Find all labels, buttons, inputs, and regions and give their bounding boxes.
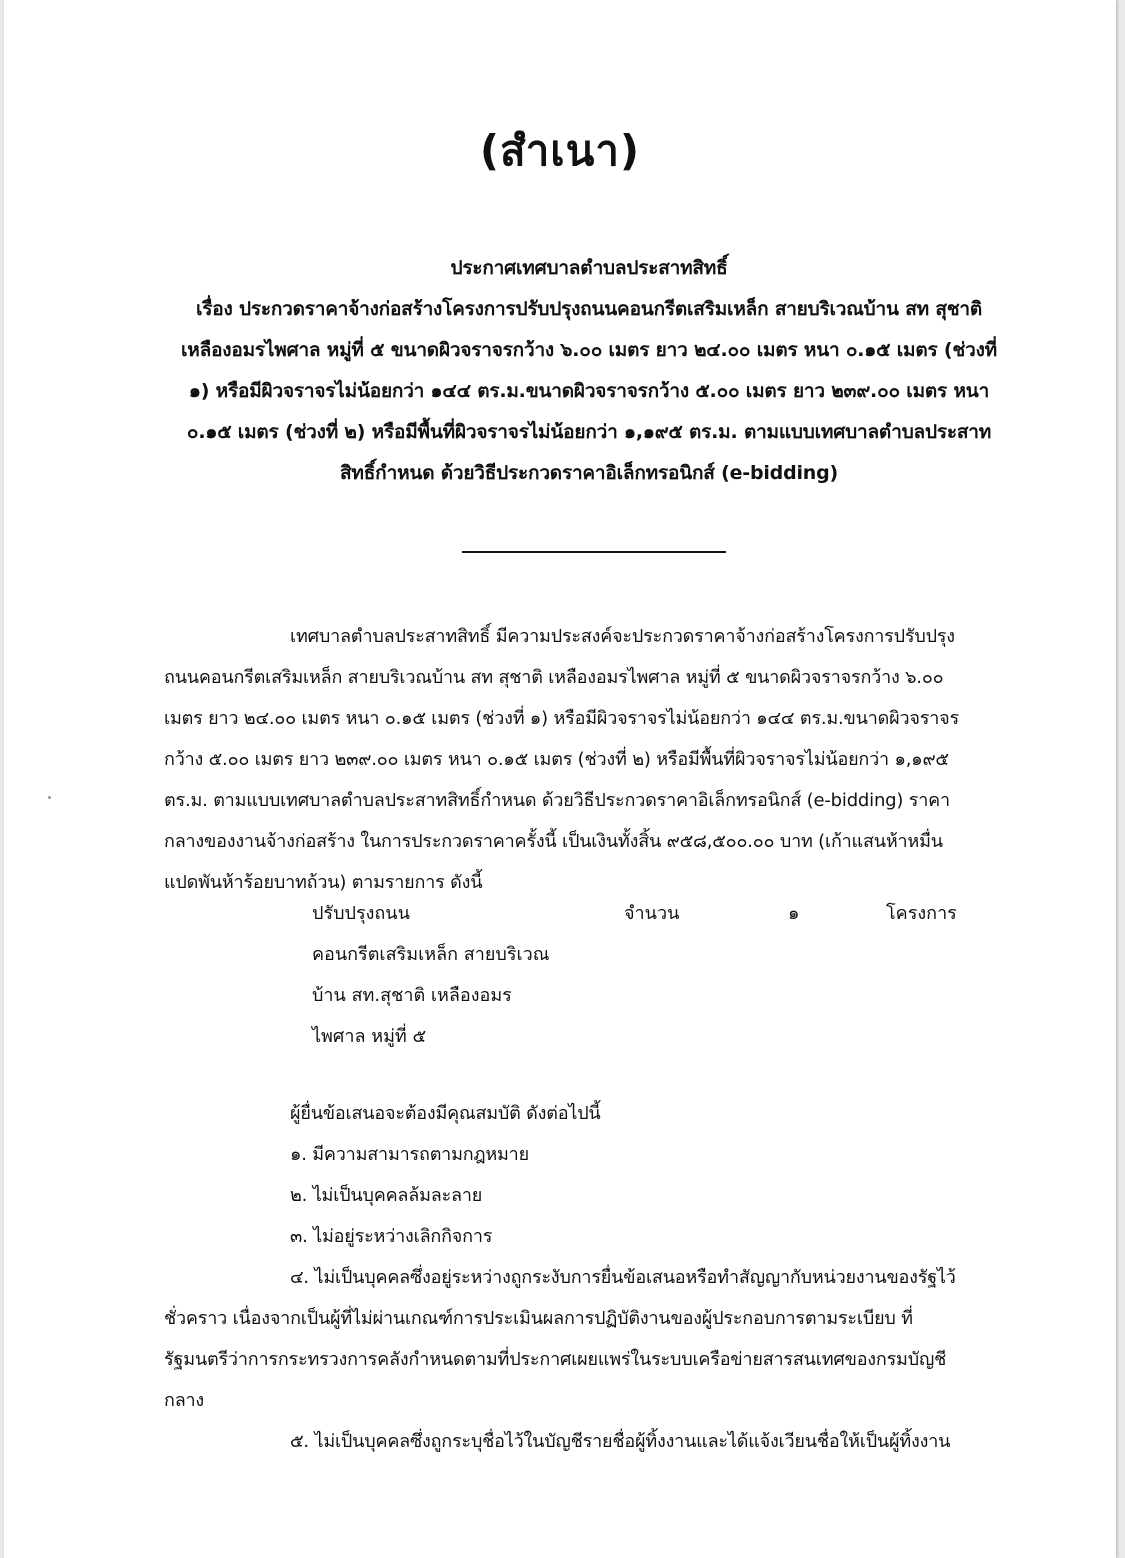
item-row — [312, 893, 957, 934]
separator-line — [462, 551, 726, 553]
item-description-line: ไพศาล หมู่ที่ ๕ — [312, 1026, 427, 1047]
qualification-item-continued: กลาง — [164, 1390, 205, 1411]
announcement-subject-line: สิทธิ์กำหนด ด้วยวิธีประกวดราคาอิเล็กทรอนิกส์ (e-bidding) — [340, 462, 838, 484]
item-quantity-label: จำนวน — [624, 903, 680, 924]
qualification-item-continued: รัฐมนตรีว่าการกระทรวงการคลังกำหนดตามที่ประกาศเผยแพร่ในระบบเครือข่ายสารสนเทศของกรมบัญชี — [164, 1349, 947, 1370]
qualification-item: ๒. ไม่เป็นบุคคลล้มละลาย — [290, 1185, 483, 1206]
item-description-line: บ้าน สท.สุชาติ เหลืองอมร — [312, 985, 512, 1006]
qualifications-intro: ผู้ยื่นข้อเสนอจะต้องมีคุณสมบัติ ดังต่อไปนี้ — [290, 1103, 601, 1124]
body-line: ตร.ม. ตามแบบเทศบาลตำบลประสาทสิทธิ์กำหนด ด้วยวิธีประกวดราคาอิเล็กทรอนิกส์ (e-bidding) ราคา — [164, 790, 950, 811]
body-line: กลางของงานจ้างก่อสร้าง ในการประกวดราคาครั้งนี้ เป็นเงินทั้งสิ้น ๙๕๘,๕๐๐.๐๐ บาท (เก้าแสนห้าหมื่น — [164, 831, 943, 852]
copy-stamp: (สำเนา) — [479, 126, 641, 175]
announcement-subject-line: ๑) หรือมีผิวจราจรไม่น้อยกว่า ๑๔๔ ตร.ม.ขนาดผิวจราจรกว้าง ๕.๐๐ เมตร ยาว ๒๓๙.๐๐ เมตร หนา — [188, 380, 990, 402]
document-page — [4, 0, 1116, 1558]
qualification-item: ๑. มีความสามารถตามกฎหมาย — [290, 1144, 529, 1165]
announcement-title: ประกาศเทศบาลตำบลประสาทสิทธิ์ — [450, 257, 728, 279]
item-quantity-value: ๑ — [788, 903, 800, 924]
announcement-heading — [144, 248, 1034, 494]
body-line: เทศบาลตำบลประสาทสิทธิ์ มีความประสงค์จะประกวดราคาจ้างก่อสร้างโครงการปรับปรุง — [290, 626, 955, 647]
body-line: ถนนคอนกรีตเสริมเหล็ก สายบริเวณบ้าน สท สุชาติ เหลืองอมรไพศาล หมู่ที่ ๕ ขนาดผิวจราจรกว้าง ๖.๐๐ — [164, 667, 944, 688]
item-unit: โครงการ — [886, 903, 957, 924]
body-line: กว้าง ๕.๐๐ เมตร ยาว ๒๓๙.๐๐ เมตร หนา ๐.๑๕ เมตร (ช่วงที่ ๒) หรือมีพื้นที่ผิวจราจรไม่น้อยกว่า ๑,๑๙๕ — [164, 749, 949, 770]
item-list — [312, 893, 957, 1057]
qualification-item-continued: ชั่วคราว เนื่องจากเป็นผู้ที่ไม่ผ่านเกณฑ์การประเมินผลการปฏิบัติงานของผู้ประกอบการตามระเบียบ ที่ — [164, 1308, 913, 1329]
scan-speck — [48, 796, 51, 799]
announcement-subject-line: เรื่อง ประกวดราคาจ้างก่อสร้างโครงการปรับปรุงถนนคอนกรีตเสริมเหล็ก สายบริเวณบ้าน สท สุชาติ — [195, 298, 983, 320]
qualifications-section — [164, 1093, 1014, 1462]
body-paragraph — [164, 616, 1014, 903]
item-description: ปรับปรุงถนน — [312, 903, 410, 924]
qualification-item: ๕. ไม่เป็นบุคคลซึ่งถูกระบุชื่อไว้ในบัญชีรายชื่อผู้ทิ้งงานและได้แจ้งเวียนชื่อให้เป็นผู้ทิ้งงาน — [290, 1431, 951, 1452]
qualification-item: ๔. ไม่เป็นบุคคลซึ่งอยู่ระหว่างถูกระงับการยื่นข้อเสนอหรือทำสัญญากับหน่วยงานของรัฐไว้ — [290, 1267, 956, 1288]
item-description-line: คอนกรีตเสริมเหล็ก สายบริเวณ — [312, 944, 550, 965]
announcement-subject-line: ๐.๑๕ เมตร (ช่วงที่ ๒) หรือมีพื้นที่ผิวจราจรไม่น้อยกว่า ๑,๑๙๕ ตร.ม. ตามแบบเทศบาลตำบลประสาท — [186, 421, 992, 443]
body-line: แปดพันห้าร้อยบาทถ้วน) ตามรายการ ดังนี้ — [164, 872, 483, 893]
announcement-subject-line: เหลืองอมรไพศาล หมู่ที่ ๕ ขนาดผิวจราจรกว้าง ๖.๐๐ เมตร ยาว ๒๔.๐๐ เมตร หนา ๐.๑๕ เมตร (ช่วงที่ — [181, 339, 997, 361]
body-line: เมตร ยาว ๒๔.๐๐ เมตร หนา ๐.๑๕ เมตร (ช่วงที่ ๑) หรือมีผิวจราจรไม่น้อยกว่า ๑๔๔ ตร.ม.ขนาดผิวจราจร — [164, 708, 959, 729]
qualification-item: ๓. ไม่อยู่ระหว่างเลิกกิจการ — [290, 1226, 493, 1247]
